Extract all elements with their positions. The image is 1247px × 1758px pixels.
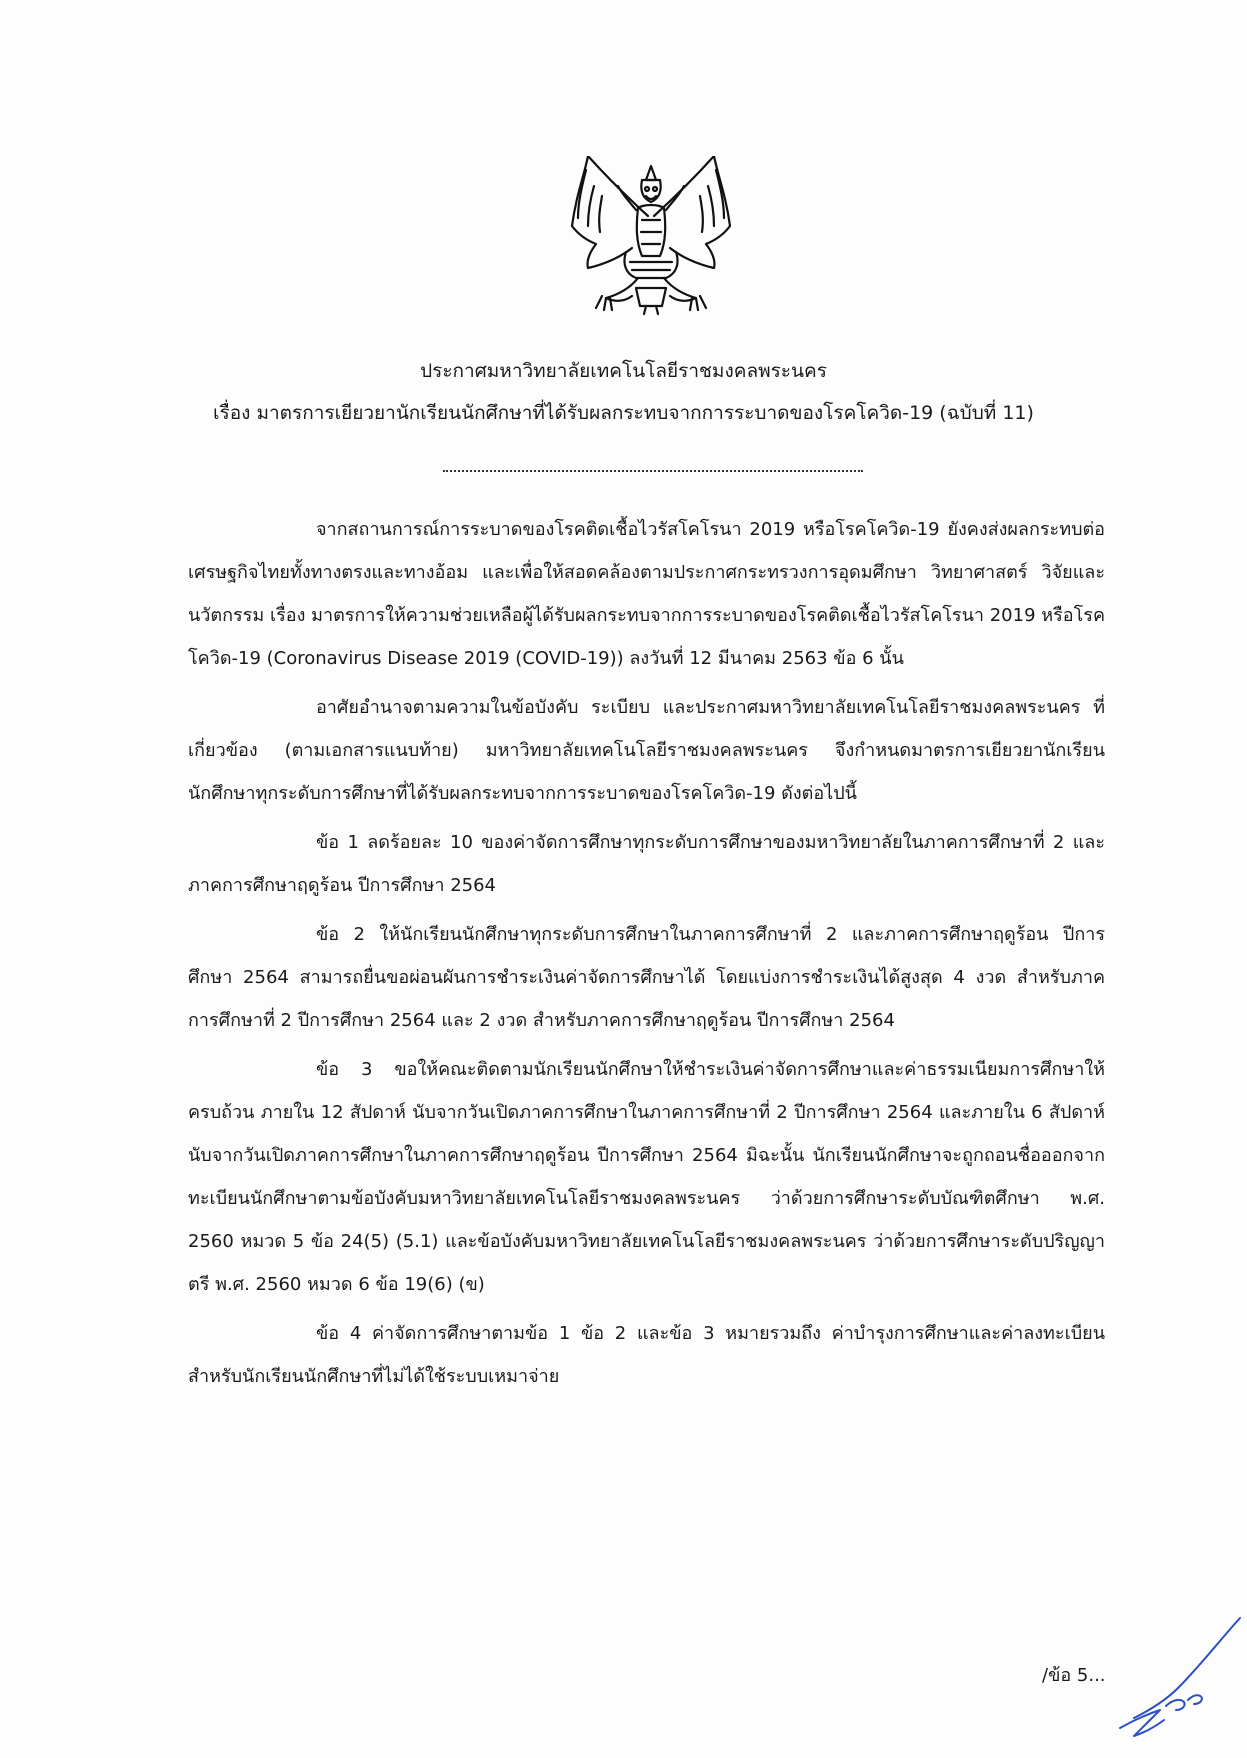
- paragraph-background: จากสถานการณ์การระบาดของโรคติดเชื้อไวรัสโคโรนา 2019 หรือโรคโควิด-19 ยังคงส่งผลกระทบต่อเศรษฐกิจไทยทั้งทางตรงและทางอ้อม และเพื่อให้สอดคล้องตามประกาศกระทรวงการอุดมศึกษา วิทยาศาสตร์ วิจัยและนวัตกรรม เรื่อง มาตรการให้ความช่วยเหลือผู้ได้รับผลกระทบจากการระบาดของโรคติดเชื้อไวรัสโคโรนา 2019 หรือโรคโควิด-19 (Coronavirus Disease 2019 (COVID-19)) ลงวันที่ 12 มีนาคม 2563 ข้อ 6 นั้น: [188, 519, 1105, 669]
- garuda-emblem-icon: [566, 156, 736, 316]
- document-subject: เรื่อง มาตรการเยียวยานักเรียนนักศึกษาที่ได้รับผลกระทบจากการระบาดของโรคโควิด-19 (ฉบับที่ 11): [213, 402, 1034, 424]
- next-page-marker: /ข้อ 5...: [1042, 1665, 1106, 1686]
- clause-1: ข้อ 1 ลดร้อยละ 10 ของค่าจัดการศึกษาทุกระดับการศึกษาของมหาวิทยาลัยในภาคการศึกษาที่ 2 และภาคการศึกษาฤดูร้อน ปีการศึกษา 2564: [188, 832, 1105, 896]
- clause-2: ข้อ 2 ให้นักเรียนนักศึกษาทุกระดับการศึกษาในภาคการศึกษาที่ 2 และภาคการศึกษาฤดูร้อน ปีการศึกษา 2564 สามารถยื่นขอผ่อนผันการชำระเงินค่าจัดการศึกษาได้ โดยแบ่งการชำระเงินได้สูงสุด 4 งวด สำหรับภาคการศึกษาที่ 2 ปีการศึกษา 2564 และ 2 งวด สำหรับภาคการศึกษาฤดูร้อน ปีการศึกษา 2564: [188, 924, 1105, 1031]
- clause-4: ข้อ 4 ค่าจัดการศึกษาตามข้อ 1 ข้อ 2 และข้อ 3 หมายรวมถึง ค่าบำรุงการศึกษาและค่าลงทะเบียน สำหรับนักเรียนนักศึกษาที่ไม่ได้ใช้ระบบเหมาจ่าย: [188, 1323, 1105, 1387]
- separator-dotted-line: [443, 470, 863, 472]
- document-body: [188, 508, 1105, 1404]
- clause-3: ข้อ 3 ขอให้คณะติดตามนักเรียนนักศึกษาให้ชำระเงินค่าจัดการศึกษาและค่าธรรมเนียมการศึกษาให้ครบถ้วน ภายใน 12 สัปดาห์ นับจากวันเปิดภาคการศึกษาในภาคการศึกษาที่ 2 ปีการศึกษา 2564 และภายใน 6 สัปดาห์ นับจากวันเปิดภาคการศึกษาในภาคการศึกษาฤดูร้อน ปีการศึกษา 2564 มิฉะนั้น นักเรียนนักศึกษาจะถูกถอนชื่อออกจากทะเบียนนักศึกษาตามข้อบังคับมหาวิทยาลัยเทคโนโลยีราชมงคลพระนคร ว่าด้วยการศึกษาระดับบัณฑิตศึกษา พ.ศ. 2560 หมวด 5 ข้อ 24(5) (5.1) และข้อบังคับมหาวิทยาลัยเทคโนโลยีราชมงคลพระนคร ว่าด้วยการศึกษาระดับปริญญาตรี พ.ศ. 2560 หมวด 6 ข้อ 19(6) (ข): [188, 1059, 1105, 1295]
- handwritten-signature-icon: [1090, 1610, 1247, 1740]
- paragraph-authority: อาศัยอำนาจตามความในข้อบังคับ ระเบียบ และประกาศมหาวิทยาลัยเทคโนโลยีราชมงคลพระนคร ที่เกี่ยวข้อง (ตามเอกสารแนบท้าย) มหาวิทยาลัยเทคโนโลยีราชมงคลพระนคร จึงกำหนดมาตรการเยียวยานักเรียนนักศึกษาทุกระดับการศึกษาที่ได้รับผลกระทบจากการระบาดของโรคโควิด-19 ดังต่อไปนี้: [188, 697, 1105, 804]
- document-title: ประกาศมหาวิทยาลัยเทคโนโลยีราชมงคลพระนคร: [420, 360, 827, 382]
